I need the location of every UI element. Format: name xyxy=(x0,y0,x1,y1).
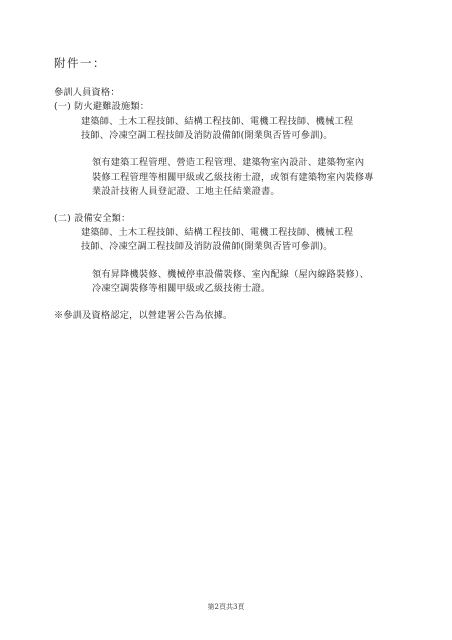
section-equipment-label: (二) 設備安全類： xyxy=(54,213,131,224)
section-fire-safety-para2-line3: 業設計技術人員登記證、工地主任結業證書。 xyxy=(92,186,280,197)
section-fire-safety-para1-line2: 技師、冷凍空調工程技師及消防設備師(開業與否皆可參訓)。 xyxy=(81,130,333,141)
qualifications-heading: 參訓人員資格： xyxy=(54,87,120,98)
section-equipment-para2-line1: 領有昇降機裝修、機械停車設備裝修、室內配線（屋內線路裝修）、 xyxy=(92,269,370,280)
section-fire-safety-label: (一) 防火避難設施類： xyxy=(54,101,150,112)
section-equipment-para1-line1: 建築師、土木工程技師、結構工程技師、電機工程技師、機械工程 xyxy=(81,227,354,238)
section-fire-safety-para2-line1: 領有建築工程管理、營造工程管理、建築物室內設計、建築物室內 xyxy=(92,157,365,168)
section-equipment-para1-line2: 技師、冷凍空調工程技師及消防設備師(開業與否皆可參訓)。 xyxy=(81,241,333,252)
section-equipment-para2-line2: 冷凍空調裝修等相關甲級或乙級技術士證。 xyxy=(92,283,271,294)
section-fire-safety-para2-line2: 裝修工程管理等相關甲級或乙級技術士證，或領有建築物室內裝修專 xyxy=(92,172,374,183)
section-fire-safety-para1-line1: 建築師、土木工程技師、結構工程技師、電機工程技師、機械工程 xyxy=(81,116,354,127)
qualification-note: ※參訓及資格認定，以營建署公告為依據。 xyxy=(54,310,233,321)
attachment-title: 附件一： xyxy=(54,56,106,70)
page-number-footer: 第2頁共3頁 xyxy=(207,603,245,611)
